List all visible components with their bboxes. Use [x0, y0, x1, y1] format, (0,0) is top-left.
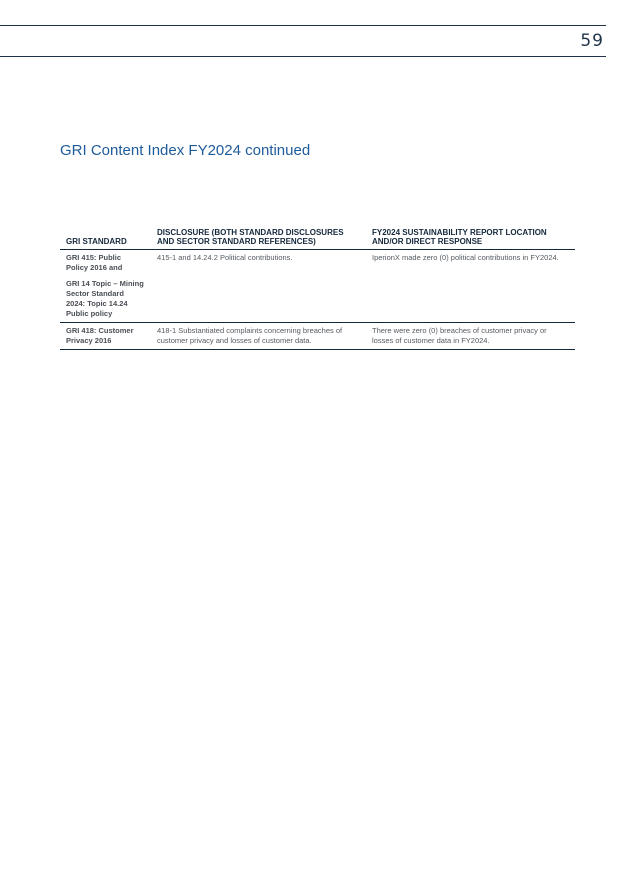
- gri-standard-text: GRI 418: Customer Privacy 2016: [66, 326, 134, 345]
- gri-standard-text: GRI 415: Public Policy 2016 and: [66, 253, 123, 272]
- disclosure-cell: 418-1 Substantiated complaints concerning breaches of customer privacy and losses of customer data.: [151, 323, 366, 350]
- response-cell: IperionX made zero (0) political contributions in FY2024.: [366, 250, 575, 323]
- table-row: [60, 250, 575, 323]
- response-cell: There were zero (0) breaches of customer privacy or losses of customer data in FY2024.: [366, 323, 575, 350]
- gri-standard-cell: [60, 250, 151, 323]
- disclosure-cell: 415-1 and 14.24.2 Political contributions.: [151, 250, 366, 323]
- page-title: GRI Content Index FY2024 continued: [60, 142, 311, 159]
- table-row: [60, 323, 575, 350]
- page-header-band: [0, 25, 606, 57]
- gri-standard-text: GRI 14 Topic – Mining Sector Standard 2024: Topic 14.24 Public policy: [66, 279, 144, 318]
- gri-standard-cell: [60, 323, 151, 350]
- column-header-disclosure: DISCLOSURE (BOTH STANDARD DISCLOSURES AND SECTOR STANDARD REFERENCES): [151, 228, 366, 250]
- column-header-gri-standard: GRI STANDARD: [60, 228, 151, 250]
- gri-content-table: [60, 228, 575, 350]
- column-header-response: FY2024 SUSTAINABILITY REPORT LOCATION AND/OR DIRECT RESPONSE: [366, 228, 575, 250]
- table-header-row: [60, 228, 575, 250]
- page-number: 59: [580, 31, 604, 51]
